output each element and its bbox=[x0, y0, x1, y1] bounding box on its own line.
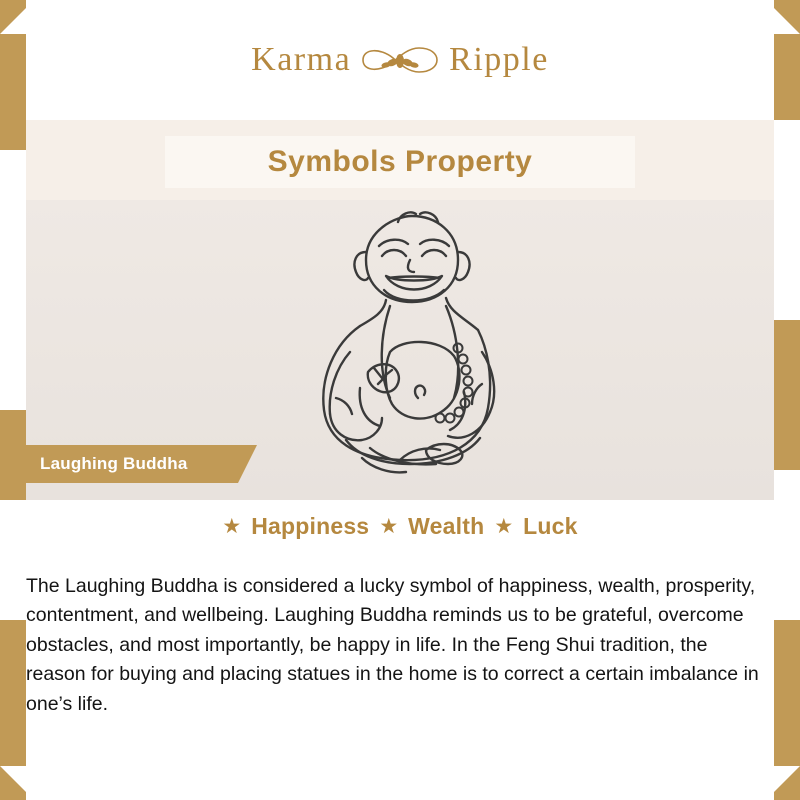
attributes-row bbox=[26, 505, 774, 547]
symbol-label: Laughing Buddha bbox=[40, 454, 188, 473]
brand-name-left: Karma bbox=[251, 41, 352, 78]
title-band bbox=[26, 120, 774, 200]
attribute-happiness: Happiness bbox=[251, 512, 370, 539]
star-icon: ★ bbox=[222, 514, 242, 538]
frame-notch-left-upper bbox=[0, 150, 26, 410]
description-paragraph: The Laughing Buddha is considered a lucky symbol of happiness, wealth, prosperity, contentment, and wellbeing. Laughing Buddha reminds us to be grateful, overcome obstacles, and most importantly, be happy in life. In the Feng Shui tradition, the reason for buying and placing statues in the home is to correct a certain imbalance in one’s life. bbox=[26, 574, 759, 715]
page-title: Symbols Property bbox=[267, 145, 533, 178]
laughing-buddha-illustration bbox=[250, 202, 550, 492]
title-banner bbox=[165, 136, 635, 188]
brand-name-right: Ripple bbox=[449, 41, 549, 78]
frame-notch-left-lower bbox=[0, 500, 26, 620]
brand-logo bbox=[26, 0, 774, 120]
attribute-wealth: Wealth bbox=[408, 512, 485, 539]
poster-content bbox=[26, 0, 774, 800]
star-icon: ★ bbox=[379, 514, 399, 538]
brand-logo-inner bbox=[251, 38, 549, 82]
attribute-luck: Luck bbox=[523, 512, 578, 539]
lotus-infinity-icon bbox=[357, 38, 443, 82]
star-icon: ★ bbox=[494, 514, 514, 538]
frame-notch-right-upper bbox=[774, 120, 800, 320]
bottom-spacer bbox=[26, 720, 774, 800]
frame-notch-right-lower bbox=[774, 470, 800, 620]
symbol-label-tab bbox=[26, 445, 238, 483]
